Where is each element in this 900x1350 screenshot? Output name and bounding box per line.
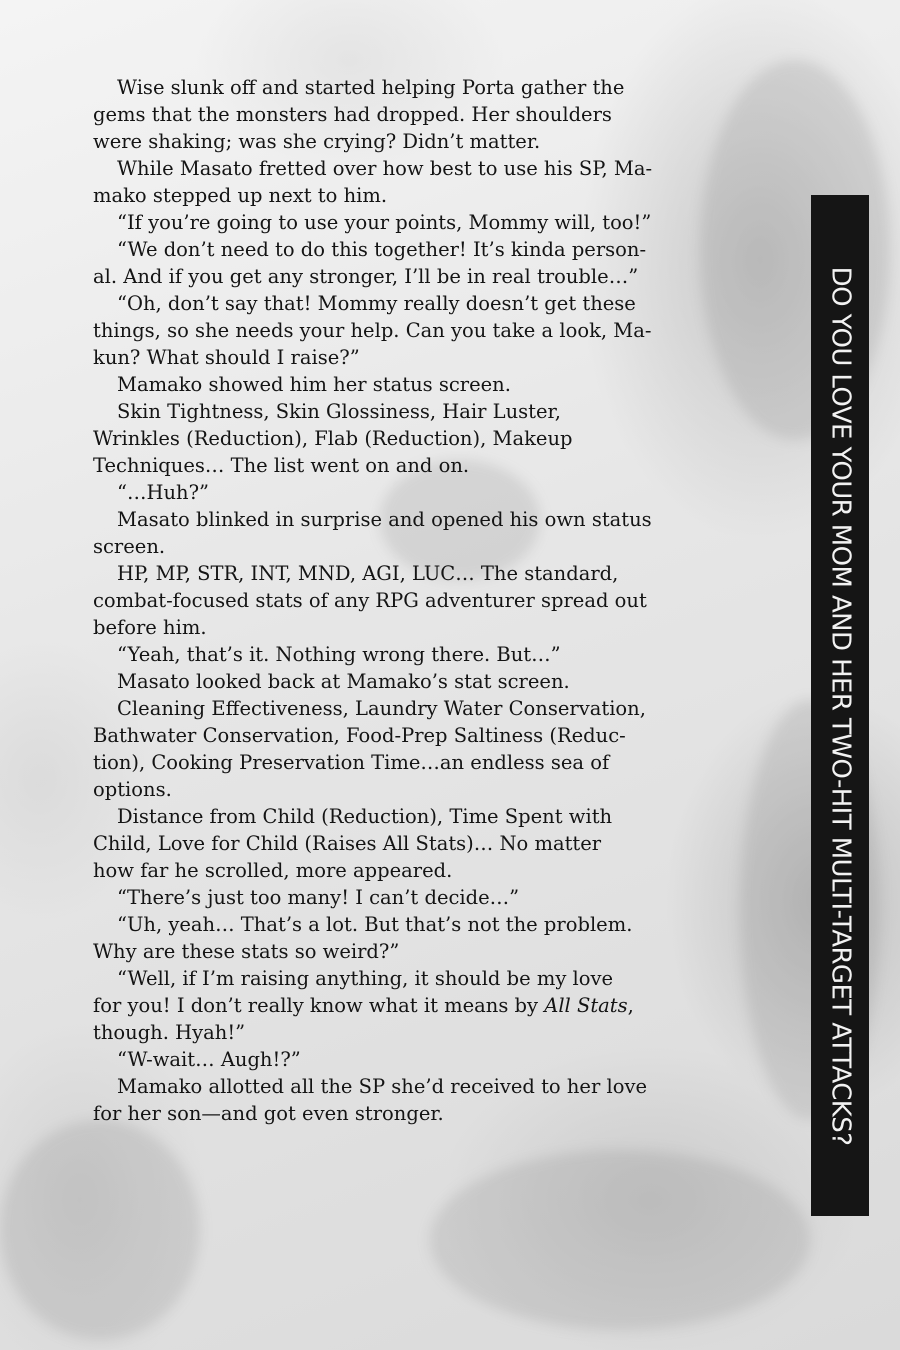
ink-splash-decoration <box>0 1120 200 1340</box>
paragraph: “There’s just too many! I can’t decide…” <box>117 886 520 909</box>
paragraph: Masato looked back at Mamako’s stat screen. <box>117 670 570 693</box>
paragraph: HP, MP, STR, INT, MND, AGI, LUC… The standard, combat-focused stats of any RPG adventurer spread out before him. <box>93 562 647 639</box>
side-title-banner <box>811 195 869 1216</box>
paragraph: Mamako allotted all the SP she’d received to her love for her son—and got even stronger. <box>93 1075 648 1125</box>
body-text <box>93 74 693 1127</box>
paragraph: “W-wait… Augh!?” <box>117 1048 301 1071</box>
paragraph: Masato blinked in surprise and opened his own status screen. <box>93 508 652 558</box>
paragraph: “Oh, don’t say that! Mommy really doesn’t get these things, so she needs your help. Can you take a look, Ma- kun? What should I raise?” <box>93 292 652 369</box>
book-title: DO YOU LOVE YOUR MOM AND HER TWO-HIT MULTI-TARGET ATTACKS? <box>825 266 856 1145</box>
paragraph: Distance from Child (Reduction), Time Spent with Child, Love for Child (Raises All Stats)… No matter how far he scrolled, more appeared. <box>93 805 613 882</box>
paragraph: “We don’t need to do this together! It’s kinda person- al. And if you get any stronger, I’ll be in real trouble…” <box>93 238 647 288</box>
paragraph: “Yeah, that’s it. Nothing wrong there. But…” <box>117 643 561 666</box>
paragraph-all-stats: “Well, if I’m raising anything, it should be my love for you! I don’t really know what it means by All Stats, though. Hyah!” <box>93 967 634 1044</box>
paragraph: Mamako showed him her status screen. <box>117 373 511 396</box>
paragraph: Cleaning Effectiveness, Laundry Water Conservation, Bathwater Conservation, Food-Prep Saltiness (Reduc- tion), Cooking Preservation Time…an endless sea of options. <box>93 697 646 801</box>
paragraph: While Masato fretted over how best to use his SP, Ma- mako stepped up next to him. <box>93 157 653 207</box>
paragraph: “If you’re going to use your points, Mommy will, too!” <box>117 211 652 234</box>
ink-splash-decoration <box>430 1150 810 1330</box>
paragraph: Skin Tightness, Skin Glossiness, Hair Luster, Wrinkles (Reduction), Flab (Reduction), Makeup Techniques… The list went on and on. <box>93 400 573 477</box>
paragraph: “Uh, yeah… That’s a lot. But that’s not the problem. Why are these stats so weird?” <box>93 913 633 963</box>
paragraph: Wise slunk off and started helping Porta gather the gems that the monsters had dropped. Her shoulders were shaking; was she crying? Didn’t matter. <box>93 76 625 153</box>
paragraph: “…Huh?” <box>117 481 210 504</box>
italic-all-stats: All Stats <box>544 994 628 1017</box>
